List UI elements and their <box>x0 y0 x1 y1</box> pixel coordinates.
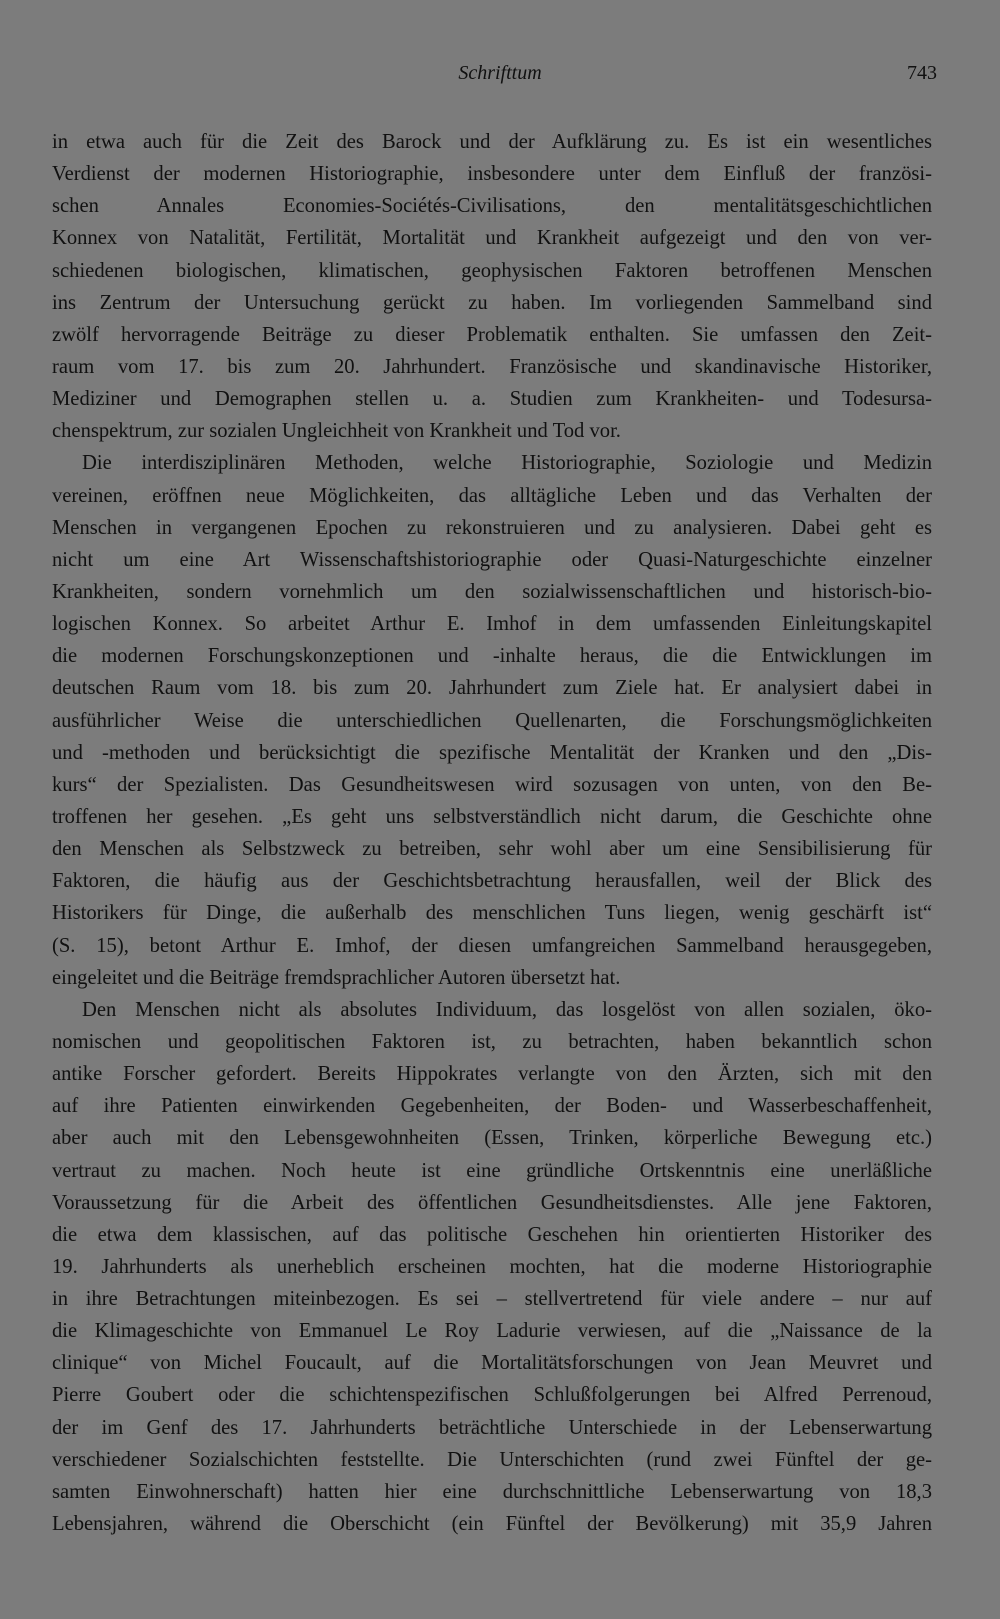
text-line: zwölf hervorragende Beiträge zu dieser Problematik enthalten. Sie umfassen den Zeit- <box>52 323 932 346</box>
text-line: in etwa auch für die Zeit des Barock und der Aufklärung zu. Es ist ein wesentliches <box>52 131 932 153</box>
text-line: die modernen Forschungskonzeptionen und -inhalte heraus, die die Entwicklungen im <box>52 645 932 668</box>
text-line: Verdienst der modernen Historiographie, insbesondere unter dem Einfluß der französi- <box>52 163 932 186</box>
text-line: Krankheiten, sondern vornehmlich um den sozialwissenschaftlichen und historisch-bio- <box>52 580 932 603</box>
text-line: ins Zentrum der Untersuchung gerückt zu haben. Im vorliegenden Sammelband sind <box>52 291 932 314</box>
text-line: 19. Jahrhunderts als unerheblich erscheinen mochten, hat die moderne Historiographie <box>52 1255 932 1278</box>
text-line: chenspektrum, zur sozialen Ungleichheit von Krankheit und Tod vor. <box>52 420 621 443</box>
text-line: auf ihre Patienten einwirkenden Gegebenheiten, der Boden- und Wasserbeschaffenheit, <box>52 1095 932 1118</box>
text-line: troffenen her gesehen. „Es geht uns selbstverständlich nicht darum, die Geschichte ohne <box>52 805 932 828</box>
text-line: Konnex von Natalität, Fertilität, Mortalität und Krankheit aufgezeigt und den von ver- <box>52 227 932 250</box>
text-line: Die interdisziplinären Methoden, welche Historiographie, Soziologie und Medizin <box>82 452 932 475</box>
text-line: Voraussetzung für die Arbeit des öffentlichen Gesundheitsdienstes. Alle jene Faktoren, <box>52 1191 932 1214</box>
text-line: antike Forscher gefordert. Bereits Hippokrates verlangte von den Ärzten, sich mit den <box>52 1063 932 1086</box>
text-line: deutschen Raum vom 18. bis zum 20. Jahrhundert zum Ziele hat. Er analysiert dabei in <box>52 677 932 700</box>
text-line: die etwa dem klassischen, auf das politische Geschehen hin orientierten Historiker des <box>52 1223 932 1246</box>
text-line: aber auch mit den Lebensgewohnheiten (Essen, Trinken, körperliche Bewegung etc.) <box>52 1127 932 1150</box>
running-title: Schrifttum <box>458 62 542 84</box>
text-line: Mediziner und Demographen stellen u. a. Studien zum Krankheiten- und Todesursa- <box>52 388 932 411</box>
text-line: clinique“ von Michel Foucault, auf die Mortalitätsforschungen von Jean Meuvret und <box>52 1352 932 1375</box>
running-header <box>0 58 1000 88</box>
text-line: schen Annales Economies-Sociétés-Civilisations, den mentalitätsgeschichtlichen <box>52 195 932 218</box>
text-line: raum vom 17. bis zum 20. Jahrhundert. Französische und skandinavische Historiker, <box>52 355 932 378</box>
text-line: vereinen, eröffnen neue Möglichkeiten, das alltägliche Leben und das Verhalten der <box>52 484 932 507</box>
text-line: der im Genf des 17. Jahrhunderts beträchtliche Unterschiede in der Lebenserwartung <box>52 1416 932 1439</box>
text-line: Menschen in vergangenen Epochen zu rekonstruieren und zu analysieren. Dabei geht es <box>52 516 932 539</box>
text-line: Pierre Goubert oder die schichtenspezifischen Schlußfolgerungen bei Alfred Perrenoud, <box>52 1384 932 1407</box>
text-line: (S. 15), betont Arthur E. Imhof, der diesen umfangreichen Sammelband herausgegeben, <box>52 934 932 957</box>
paragraph <box>52 126 932 447</box>
paragraph <box>52 447 932 993</box>
text-line: Historikers für Dinge, die außerhalb des menschlichen Tuns liegen, wenig geschärft ist“ <box>52 902 932 925</box>
text-line: nomischen und geopolitischen Faktoren ist, zu betrachten, haben bekanntlich schon <box>52 1030 932 1053</box>
text-line: den Menschen als Selbstzweck zu betreiben, sehr wohl aber um eine Sensibilisierung für <box>52 838 932 861</box>
text-line: verschiedener Sozialschichten feststellte. Die Unterschichten (rund zwei Fünftel der ge- <box>52 1448 932 1471</box>
body-text <box>52 126 932 1540</box>
page-number: 743 <box>907 62 937 84</box>
text-line: und -methoden und berücksichtigt die spezifische Mentalität der Kranken und den „Dis- <box>52 741 932 764</box>
text-line: Den Menschen nicht als absolutes Individuum, das losgelöst von allen sozialen, öko- <box>82 998 932 1021</box>
text-line: die Klimageschichte von Emmanuel Le Roy Ladurie verwiesen, auf die „Naissance de la <box>52 1320 932 1343</box>
text-line: nicht um eine Art Wissenschaftshistoriographie oder Quasi-Naturgeschichte einzelner <box>52 548 932 571</box>
text-line: in ihre Betrachtungen miteinbezogen. Es sei – stellvertretend für viele andere – nur auf <box>52 1288 932 1311</box>
text-line: kurs“ der Spezialisten. Das Gesundheitswesen wird sozusagen von unten, von den Be- <box>52 773 932 796</box>
text-line: logischen Konnex. So arbeitet Arthur E. Imhof in dem umfassenden Einleitungskapitel <box>52 613 932 636</box>
text-line: Faktoren, die häufig aus der Geschichtsbetrachtung herausfallen, weil der Blick des <box>52 870 932 893</box>
text-line: vertraut zu machen. Noch heute ist eine gründliche Ortskenntnis eine unerläßliche <box>52 1159 932 1182</box>
text-line: samten Einwohnerschaft) hatten hier eine durchschnittliche Lebenserwartung von 18,3 <box>52 1480 932 1503</box>
text-line: Lebensjahren, während die Oberschicht (ein Fünftel der Bevölkerung) mit 35,9 Jahren <box>52 1513 932 1536</box>
text-line: eingeleitet und die Beiträge fremdsprachlicher Autoren übersetzt hat. <box>52 966 621 989</box>
paragraph <box>52 994 932 1540</box>
text-line: schiedenen biologischen, klimatischen, geophysischen Faktoren betroffenen Menschen <box>52 259 932 282</box>
text-line: ausführlicher Weise die unterschiedlichen Quellenarten, die Forschungsmöglichkeiten <box>52 709 932 732</box>
